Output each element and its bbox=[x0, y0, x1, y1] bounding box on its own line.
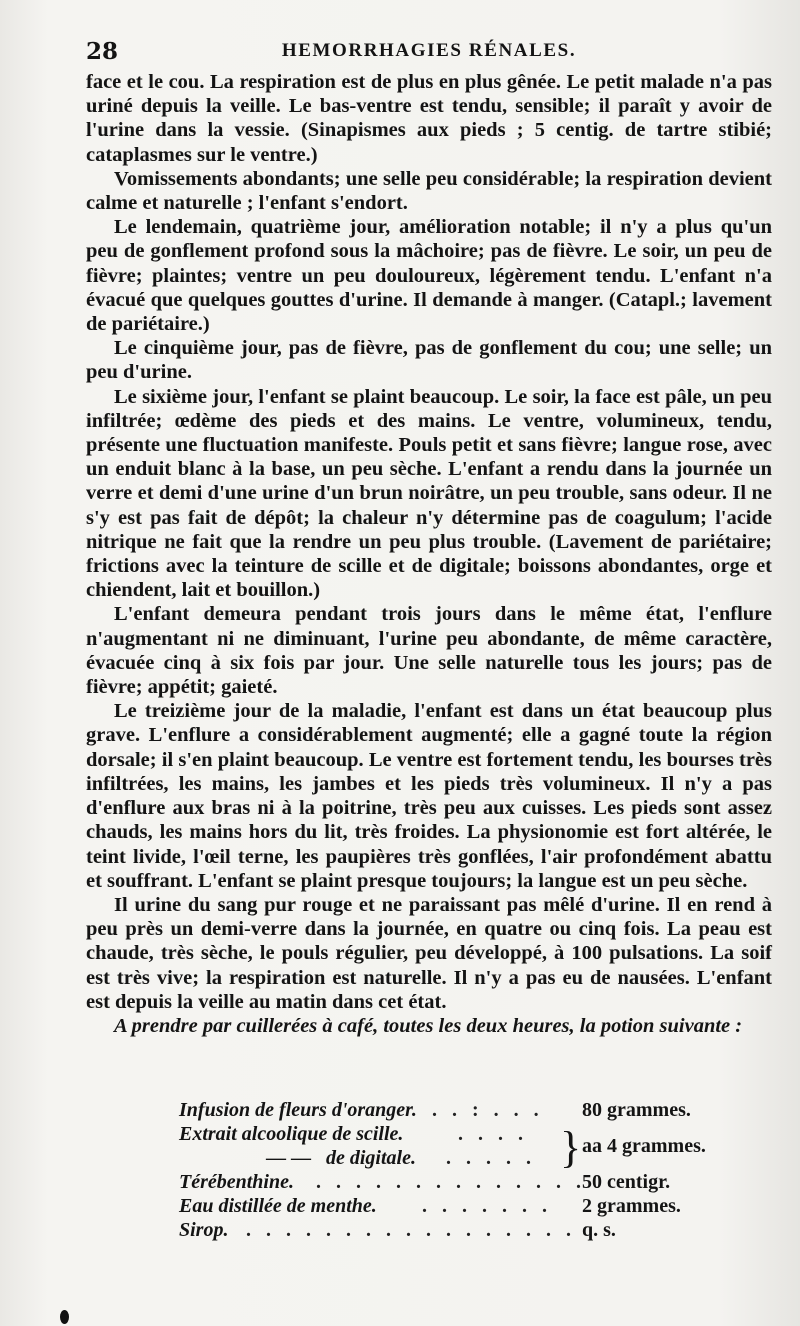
ingredient-dose: q. s. bbox=[582, 1219, 616, 1241]
paragraph: Le lendemain, quatrième jour, amélioration notable; il n'y a plus qu'un peu de gonflement profond sous la mâchoire; pas de fièvre. Le soir, un peu de fièvre; plaintes; ventre un peu douloureux, légèrement tendu. L'enfant n'a évacué que quelques gouttes d'urine. Il demande à manger. (Catapl.; lavement de pariétaire.) bbox=[86, 216, 772, 336]
ingredient-name: Extrait alcoolique de scille. bbox=[179, 1123, 404, 1145]
ingredient-name: Infusion de fleurs d'oranger. bbox=[179, 1099, 417, 1121]
prescription-item bbox=[86, 1170, 772, 1194]
prescription-item bbox=[86, 1194, 772, 1218]
ingredient-dose: aa 4 grammes. bbox=[582, 1135, 706, 1157]
prescription-item bbox=[86, 1098, 772, 1122]
paragraph: Le treizième jour de la maladie, l'enfant est dans un état beaucoup plus grave. L'enflure a considérablement augmenté; elle a gagné toute la région dorsale; il s'en plaint beaucoup. Le ventre est fortement tendu, les bourses très infiltrées, les mains, les jambes et les pieds très volumineux. Il n'y a pas d'enflure aux bras ni à la poitrine, très peu aux cuisses. Les pieds sont assez chauds, les mains hors du lit, très froides. La physionomie est fort altérée, le teint livide, l'œil terne, les paupières très gonflées, l'air profondément abattu et souffrant. L'enfant se plaint presque toujours; la langue est un peu sèche. bbox=[86, 700, 772, 892]
paragraph: Le cinquième jour, pas de fièvre, pas de gonflement du cou; une selle; un peu d'urine. bbox=[86, 337, 772, 384]
leader-dots: . . . . . bbox=[446, 1147, 536, 1169]
page-header bbox=[86, 38, 772, 68]
prescription-intro: A prendre par cuillerées à café, toutes les deux heures, la potion suivante : bbox=[114, 1014, 743, 1037]
leader-dots: . . : . . . bbox=[432, 1099, 544, 1121]
ingredient-dose: 80 grammes. bbox=[582, 1099, 691, 1121]
ingredient-name: Térébenthine. bbox=[179, 1171, 294, 1193]
leader-dots: . . . . . . . bbox=[422, 1195, 552, 1217]
ingredient-name: Eau distillée de menthe. bbox=[179, 1195, 377, 1217]
leader-dots: . . . . . . . . . . . . . . bbox=[316, 1171, 586, 1193]
page-number: 28 bbox=[86, 38, 119, 65]
ingredient-name: de digitale. bbox=[326, 1147, 416, 1169]
paragraph: face et le cou. La respiration est de plus en plus gênée. Le petit malade n'a pas uriné depuis la veille. Le bas-ventre est tendu, sensible; il paraît y avoir de l'urine dans la vessie. (Sinapismes aux pieds ; 5 centig. de tartre stibié; cataplasmes sur le ventre.) bbox=[86, 71, 772, 166]
ink-speck bbox=[60, 1310, 69, 1324]
ditto-dashes: — — bbox=[266, 1147, 311, 1169]
prescription-list bbox=[86, 1098, 772, 1242]
ingredient-dose: 50 centigr. bbox=[582, 1171, 671, 1193]
leader-dots: . . . . bbox=[458, 1123, 528, 1145]
leader-dots: . . . . . . . . . . . . . . . . . bbox=[246, 1219, 576, 1241]
brace-mark: } bbox=[560, 1123, 582, 1172]
body-text bbox=[86, 70, 772, 1038]
paragraph: Le sixième jour, l'enfant se plaint beaucoup. Le soir, la face est pâle, un peu infiltrée; œdème des pieds et des mains. Le ventre, volumineux, tendu, présente une fluctuation manifeste. Pouls petit et sans fièvre; langue rose, avec un enduit blanc à la base, un peu sèche. L'enfant a rendu dans la journée un verre et demi d'une urine d'un brun noirâtre, un peu trouble, sans odeur. Il ne s'y est pas fait de dépôt; la chaleur n'y détermine pas de coagulum; l'acide nitrique ne fait que la rendre un peu plus trouble. (Lavement de pariétaire; frictions avec la teinture de scille et de digitale; boissons abondantes, orge et chiendent, lait et bouillon.) bbox=[86, 385, 772, 602]
paragraph: Vomissements abondants; une selle peu considérable; la respiration devient calme et naturelle ; l'enfant s'endort. bbox=[86, 167, 772, 215]
ingredient-name: Sirop. bbox=[179, 1219, 229, 1241]
ingredient-dose: 2 grammes. bbox=[582, 1195, 681, 1217]
paragraph: Il urine du sang pur rouge et ne paraissant pas mêlé d'urine. Il en rend à peu près un demi-verre dans la journée, en quatre ou cinq fois. La peau est chaude, très sèche, le pouls régulier, peu développé, à 100 pulsations. La soif est très vive; la respiration est naturelle. Il n'y a pas eu de nausées. L'enfant est depuis la veille au matin dans cet état. bbox=[86, 893, 772, 1013]
prescription-item bbox=[86, 1146, 772, 1170]
paragraph: L'enfant demeura pendant trois jours dans le même état, l'enflure n'augmentant ni ne diminuant, l'urine peu abondante, de même caractère, évacuée cinq à six fois par jour. Une selle naturelle tous les jours; pas de fièvre; appétit; gaieté. bbox=[86, 603, 772, 699]
running-head: HEMORRHAGIES RÉNALES. bbox=[281, 40, 577, 61]
prescription-item bbox=[86, 1218, 772, 1242]
